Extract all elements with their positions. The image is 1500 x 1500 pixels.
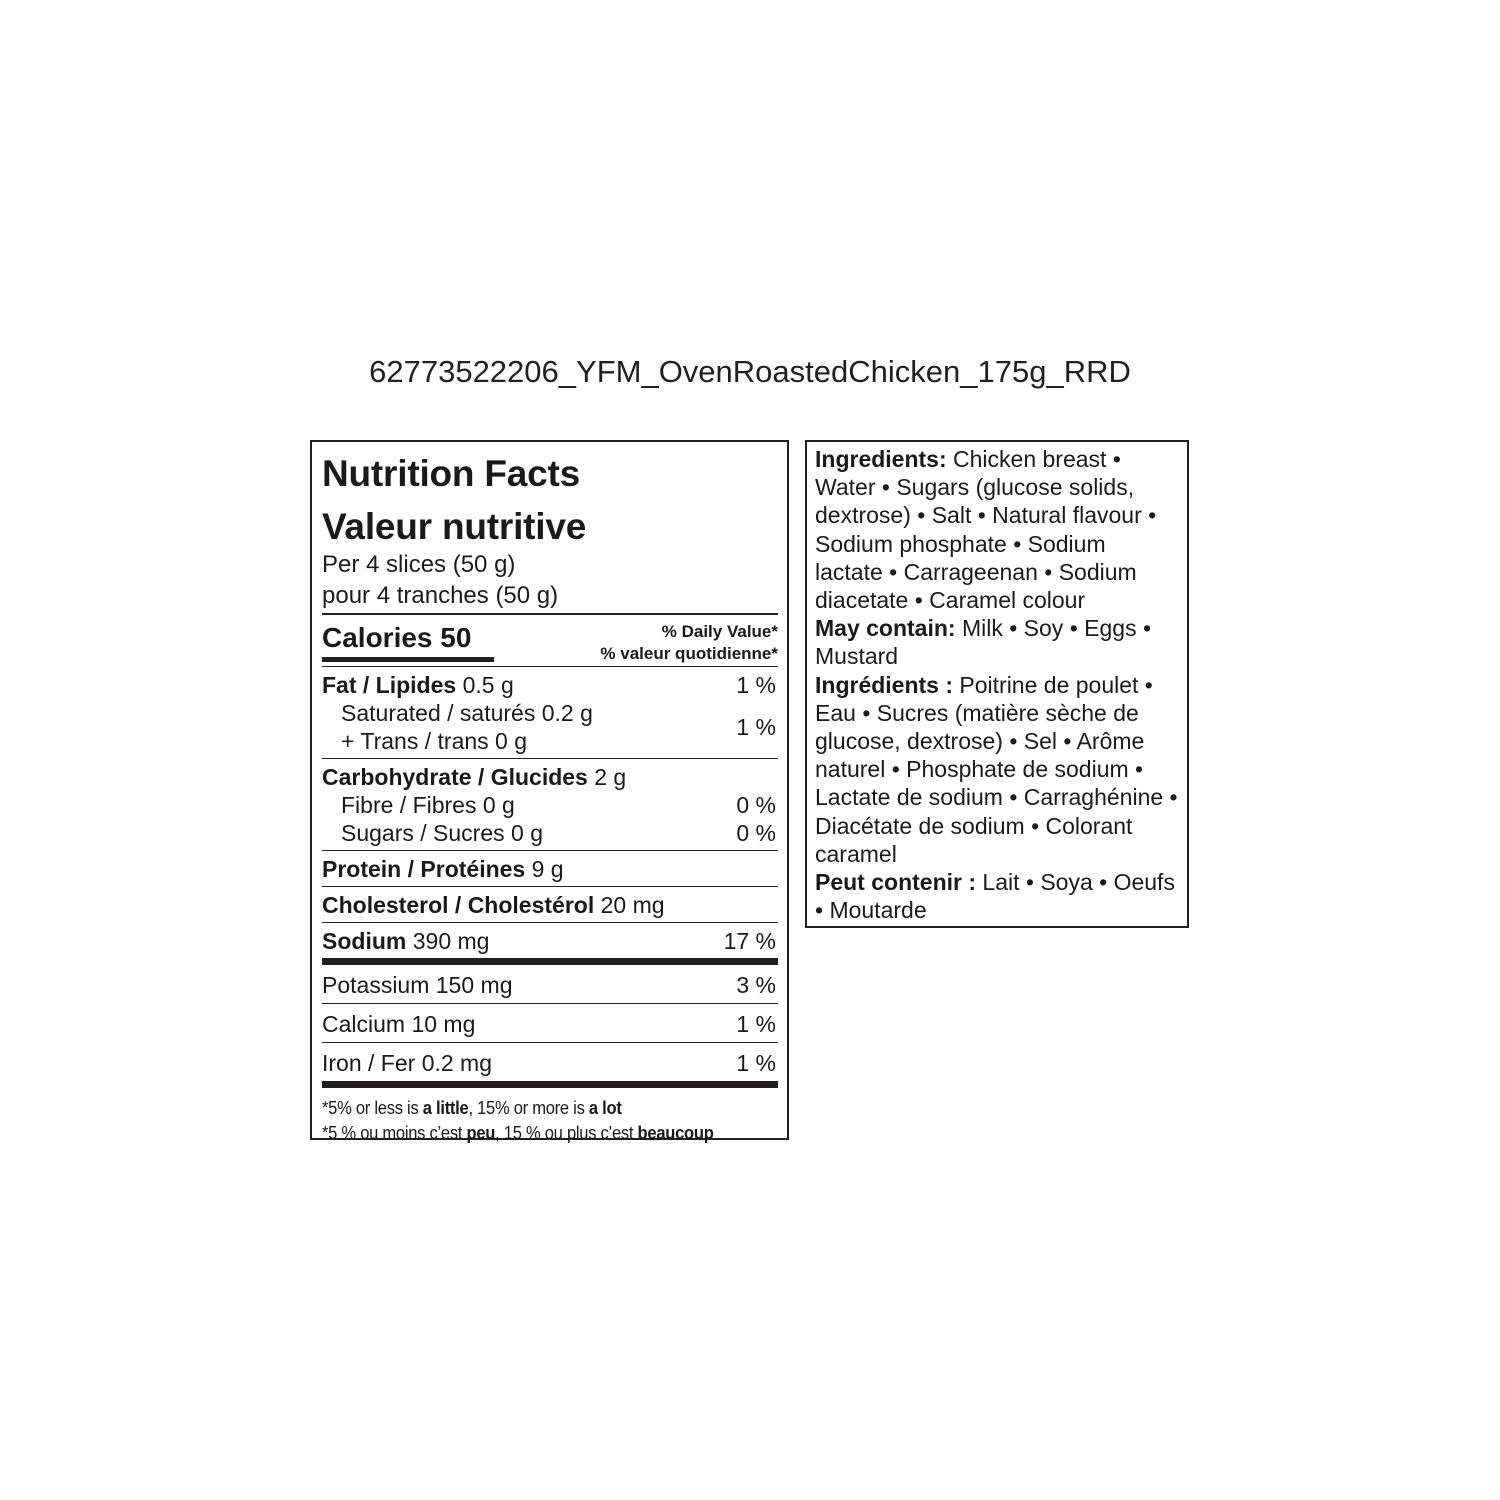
ingredients-panel <box>805 440 1189 928</box>
nutrition-title-en: Nutrition Facts <box>322 453 581 494</box>
saturated-label: Saturated / saturés 0.2 g <box>341 700 593 726</box>
serving-size-en: Per 4 slices (50 g) <box>322 551 516 578</box>
calcium-label: Calcium 10 mg <box>322 1011 476 1037</box>
saturated-trans-percent: 1 % <box>736 714 776 740</box>
may-contain-fr-label: Peut contenir : <box>815 869 977 896</box>
ingredients-fr-label: Ingrédients : <box>815 671 954 698</box>
sodium-row <box>322 927 778 955</box>
ingredients-en-text: Chicken breast • Water • Sugars (glucose solids, dextrose) • Salt • Natural flavour • Sodium phosphate • Sodium lactate • Carrageenan • Sodium diacetate • Caramel colour <box>815 446 1157 614</box>
may-contain-en <box>815 614 1179 670</box>
potassium-label: Potassium 150 mg <box>322 972 513 998</box>
fibre-label: Fibre / Fibres 0 g <box>341 792 515 818</box>
cholesterol-label: Cholesterol / Cholestérol <box>322 892 595 918</box>
calcium-percent: 1 % <box>736 1011 776 1037</box>
daily-value-header-en: % Daily Value* <box>661 622 778 641</box>
fat-group <box>322 667 778 758</box>
iron-percent: 1 % <box>736 1050 776 1076</box>
protein-group <box>322 851 778 886</box>
file-name: 62773522206_YFM_OvenRoastedChicken_175g_RRD <box>369 354 1131 389</box>
potassium-percent: 3 % <box>736 972 776 998</box>
fat-label: Fat / Lipides <box>322 672 457 698</box>
cholesterol-row <box>322 891 778 919</box>
potassium-group <box>322 965 778 1003</box>
saturated-trans-row <box>322 699 778 755</box>
may-contain-en-label: May contain: <box>815 615 956 642</box>
iron-group <box>322 1043 778 1081</box>
sodium-amount: 390 mg <box>412 928 490 954</box>
daily-value-header-fr: % valeur quotidienne* <box>600 644 778 663</box>
sugars-label: Sugars / Sucres 0 g <box>341 820 543 846</box>
may-contain-fr <box>815 868 1179 924</box>
sugars-percent: 0 % <box>736 820 776 846</box>
may-contain-fr-text: Lait • Soya • Oeufs • Moutarde <box>815 869 1175 924</box>
calories-block <box>322 613 778 666</box>
daily-value-header <box>600 621 778 665</box>
footnote-en: *5% or less is a little, 15% or more is a lot <box>322 1098 622 1118</box>
carbohydrate-label: Carbohydrate / Glucides <box>322 764 588 790</box>
fat-row <box>322 671 778 699</box>
sodium-group <box>322 923 778 958</box>
calories-label: Calories 50 <box>322 622 472 653</box>
calcium-group <box>322 1004 778 1042</box>
protein-label: Protein / Protéines <box>322 856 526 882</box>
nutrition-facts-table <box>310 440 789 1143</box>
sodium-percent: 17 % <box>723 928 776 954</box>
iron-row <box>322 1049 778 1077</box>
thick-divider <box>322 958 778 965</box>
may-contain-en-text: Milk • Soy • Eggs • Mustard <box>815 615 1152 670</box>
ingredients-en <box>815 445 1179 614</box>
ingredients-fr-text: Poitrine de poulet • Eau • Sucres (matière sèche de glucose, dextrose) • Sel • Arôme naturel • Phosphate de sodium • Lactate de sodium • Carraghénine • Diacétate de sodium • Colorant caramel <box>815 671 1178 867</box>
footnote <box>322 1096 742 1146</box>
trans-label: + Trans / trans 0 g <box>341 728 528 754</box>
protein-row <box>322 855 778 883</box>
carbohydrate-amount: 2 g <box>594 764 627 790</box>
fat-percent: 1 % <box>736 672 776 698</box>
calories-divider <box>322 613 778 615</box>
cholesterol-group <box>322 887 778 922</box>
calories-underline <box>322 657 494 662</box>
sodium-label: Sodium <box>322 928 407 954</box>
nutrition-title-fr: Valeur nutritive <box>322 506 587 547</box>
protein-amount: 9 g <box>531 856 564 882</box>
sugars-row <box>322 819 778 847</box>
carbohydrate-group <box>322 759 778 850</box>
fibre-row <box>322 791 778 819</box>
cholesterol-amount: 20 mg <box>600 892 665 918</box>
ingredients-fr <box>815 671 1179 868</box>
serving-size-fr: pour 4 tranches (50 g) <box>322 582 559 609</box>
potassium-row <box>322 971 778 999</box>
thick-divider <box>322 1081 778 1088</box>
ingredients-en-label: Ingredients: <box>815 446 947 472</box>
carbohydrate-row <box>322 763 778 791</box>
fibre-percent: 0 % <box>736 792 776 818</box>
iron-label: Iron / Fer 0.2 mg <box>322 1050 493 1076</box>
footnote-fr: *5 % ou moins c’est peu, 15 % ou plus c’est beaucoup <box>322 1123 714 1143</box>
calcium-row <box>322 1010 778 1038</box>
fat-amount: 0.5 g <box>462 672 514 698</box>
